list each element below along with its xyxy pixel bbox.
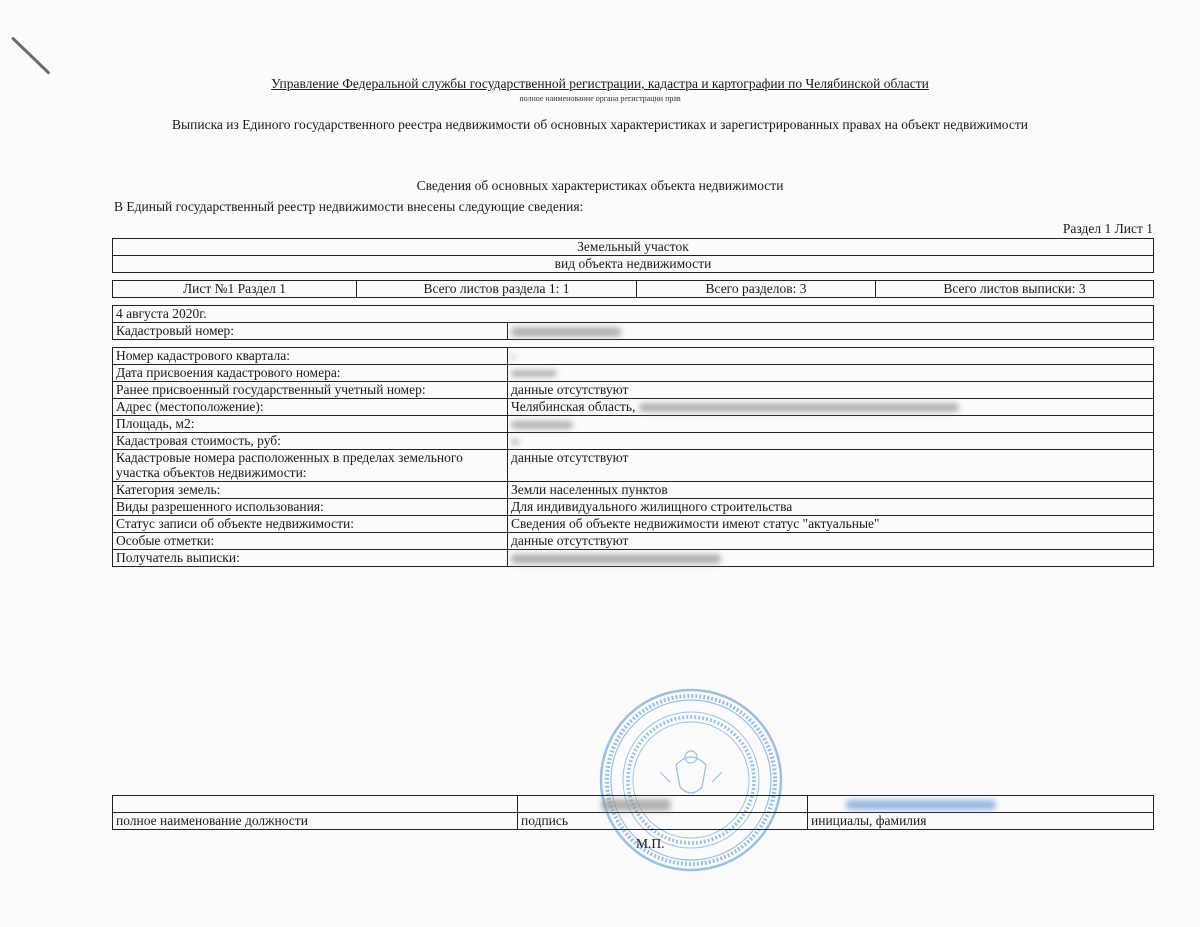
table-row <box>113 533 1154 550</box>
table-row <box>113 365 1154 382</box>
row-label: Площадь, м2: <box>113 416 508 433</box>
row-value: Сведения об объекте недвижимости имеют статус "актуальные" <box>508 516 1154 533</box>
redacted-value <box>511 370 557 377</box>
row-value: Земли населенных пунктов <box>508 482 1154 499</box>
signature-field <box>518 796 808 813</box>
table-row <box>113 499 1154 516</box>
signature-icon <box>601 799 671 811</box>
total-sections: Всего разделов: 3 <box>637 281 876 298</box>
row-label: Кадастровая стоимость, руб: <box>113 433 508 450</box>
row-value <box>508 365 1154 382</box>
row-label: Номер кадастрового квартала: <box>113 348 508 365</box>
sheet-number: Лист №1 Раздел 1 <box>113 281 357 298</box>
signature-caption: подпись <box>518 813 808 830</box>
row-label: Категория земель: <box>113 482 508 499</box>
redacted-recipient <box>511 554 721 564</box>
row-value <box>508 399 1154 416</box>
redacted-address <box>639 403 959 412</box>
row-label: Кадастровые номера расположенных в пределах земельного участка объектов недвижимости: <box>113 450 508 482</box>
date-table <box>112 305 1154 340</box>
position-caption: полное наименование должности <box>113 813 518 830</box>
cadastral-number-value <box>508 323 1154 340</box>
row-value: данные отсутствуют <box>508 533 1154 550</box>
redacted-name <box>846 800 996 810</box>
row-value: данные отсутствуют <box>508 382 1154 399</box>
row-value: Для индивидуального жилищного строительства <box>508 499 1154 516</box>
row-label: Получатель выписки: <box>113 550 508 567</box>
row-value: данные отсутствуют <box>508 450 1154 482</box>
section-title: Сведения об основных характеристиках объекта недвижимости <box>416 178 784 193</box>
table-row <box>113 348 1154 365</box>
row-label: Особые отметки: <box>113 533 508 550</box>
row-label: Ранее присвоенный государственный учетный номер: <box>113 382 508 399</box>
name-caption: инициалы, фамилия <box>808 813 1154 830</box>
staple-mark <box>11 36 50 74</box>
extract-date: 4 августа 2020г. <box>113 306 1154 323</box>
redacted-cadastral-number <box>511 327 621 337</box>
position-field <box>113 796 518 813</box>
extract-title: Выписка из Единого государственного реестра недвижимости об основных характеристиках и зарегистрированных правах на объект недвижимости <box>172 117 1028 132</box>
object-type-caption: вид объекта недвижимости <box>113 256 1154 273</box>
cadastral-number-label: Кадастровый номер: <box>113 323 508 340</box>
section-intro: В Единый государственный реестр недвижимости внесены следующие сведения: <box>114 199 584 214</box>
redacted-value <box>511 355 515 359</box>
registration-authority-caption: полное наименование органа регистрации прав <box>519 94 681 103</box>
row-value <box>508 348 1154 365</box>
table-row <box>113 516 1154 533</box>
table-row <box>113 382 1154 399</box>
redacted-value <box>511 439 519 445</box>
official-seal-icon <box>598 687 784 873</box>
row-value <box>508 416 1154 433</box>
total-sheets: Всего листов выписки: 3 <box>876 281 1154 298</box>
sheet-info-table <box>112 280 1154 298</box>
row-label: Адрес (местоположение): <box>113 399 508 416</box>
row-label: Статус записи об объекте недвижимости: <box>113 516 508 533</box>
seal-caption: М.П. <box>636 836 665 851</box>
signature-table <box>112 795 1154 830</box>
table-row <box>113 482 1154 499</box>
table-row <box>113 450 1154 482</box>
row-label: Виды разрешенного использования: <box>113 499 508 516</box>
row-label: Дата присвоения кадастрового номера: <box>113 365 508 382</box>
details-table <box>112 347 1154 567</box>
total-sheets-section: Всего листов раздела 1: 1 <box>357 281 637 298</box>
address-value: Челябинская область, <box>511 399 636 414</box>
object-type-value: Земельный участок <box>113 239 1154 256</box>
table-row <box>113 550 1154 567</box>
section-reference: Раздел 1 Лист 1 <box>1062 221 1153 236</box>
table-row <box>113 399 1154 416</box>
redacted-value <box>511 421 573 429</box>
table-row <box>113 433 1154 450</box>
table-row <box>113 416 1154 433</box>
name-field <box>808 796 1154 813</box>
row-value <box>508 550 1154 567</box>
row-value <box>508 433 1154 450</box>
object-type-table <box>112 238 1154 273</box>
registration-authority-name: Управление Федеральной службы государственной регистрации, кадастра и картографии по Челябинской области <box>271 76 929 91</box>
